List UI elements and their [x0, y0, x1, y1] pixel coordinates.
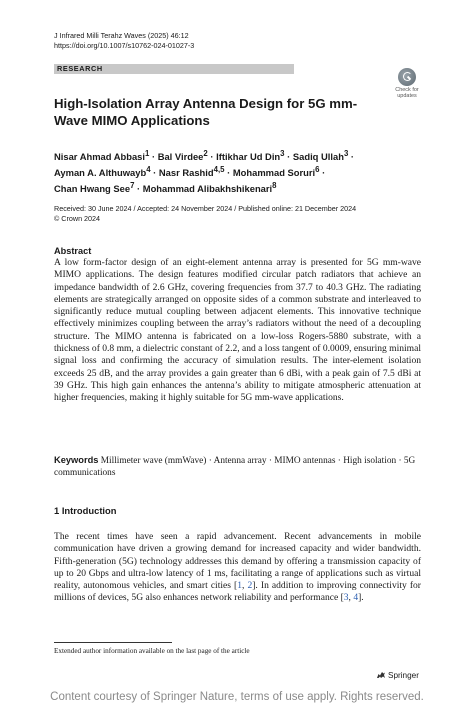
citation-link[interactable]: 4 — [353, 592, 359, 604]
check-updates-icon — [398, 68, 416, 86]
badge-line-1: Check for — [395, 87, 419, 93]
article-title: High-Isolation Array Antenna Design for 5G mm-Wave MIMO Applications — [54, 96, 358, 128]
author: Sadiq Ullah$^3$ · — [292, 149, 355, 163]
abstract-text: A low form-factor design of an eight-element antenna array is presented for 5G mm-wave MIMO applications. The design features modified circular patch radiators that achieve an impedance bandwidth of 2.6 GHz, covering frequencies from 37.7 to 40.3 GHz. The radiating elements are strategically arranged on opposite sides of a common substrate and interleaved to significantly reduce mutual coupling between adjacent elements. This innovative technique effectively minimizes coupling between the array’s radiators without the need of a decoupling structure. The MIMO antenna is fabricated on a low-loss Rogers-5880 substrate, with a thickness of 0.8 mm, a dielectric constant of 2.2, and a loss tangent of 0.0009, ensuring minimal signal loss and confirming the accuracy of simulation results. The inter-element isolation exceeds 25 dB, and the array provides a gain greater than 6 dBi, with a peak gain of 7.5 dBi at 39 GHz. This high gain enhances the antenna’s ability to mitigate atmospheric attenuation at higher frequencies, making it highly suitable for 5G mm-wave applications. — [54, 257, 421, 404]
introduction-text: The recent times have seen a rapid advancement. Recent advancements in mobile communication have driven a growing demand for increased capacity and wider bandwidth. Fifth-generation (5G) technology addresses this demand by offering a transmission capacity of up to 20 Gbps and ultra-low latency of 1 ms, facilitating a range of applications such as virtual reality, autonomous vehicles, and smart cities [1, 2]. In addition to improving connectivity for millions of devices, 5G also enhances network reliability and performance [3, 4]. — [54, 531, 421, 604]
springer-horse-icon — [376, 671, 386, 679]
publisher-name: Springer — [388, 671, 419, 680]
check-for-updates-badge[interactable] — [390, 68, 424, 102]
doi-link[interactable]: https://doi.org/10.1007/s10762-024-01027-3 — [54, 41, 195, 50]
author: Ayman A. Althuwayb$^4$ · — [54, 165, 159, 179]
courtesy-notice: Content courtesy of Springer Nature, terms of use apply. Rights reserved. — [50, 691, 424, 703]
author: Mohammad Alibakhshikenari$^8$ — [142, 181, 277, 195]
citation-link[interactable]: 1 — [237, 580, 242, 592]
author: Nisar Ahmad Abbasi$^1$ · — [54, 149, 158, 163]
section-bar — [54, 64, 294, 74]
badge-line-2: updates — [397, 93, 417, 99]
copyright: © Crown 2024 — [54, 214, 101, 223]
keywords-list: Millimeter wave (mmWave) · Antenna array · MIMO antennas · High isolation · 5G communications — [54, 456, 416, 479]
section-label: RESEARCH — [57, 64, 103, 73]
footnote-divider — [54, 642, 172, 643]
publication-dates — [54, 204, 356, 224]
keywords — [54, 454, 421, 480]
journal-volume: J Infrared Milli Terahz Waves (2025) 46:12 — [54, 31, 189, 40]
author-list — [54, 147, 384, 195]
publisher-mark — [376, 671, 419, 681]
citation-link[interactable]: 3 — [343, 592, 349, 604]
author: Nasr Rashid$^{4,5}$ · — [158, 165, 233, 179]
author: Bal Virdee$^2$ · — [157, 149, 217, 163]
journal-citation — [54, 31, 194, 51]
author: Mohammad Soruri$^6$ · — [232, 165, 326, 179]
author: Chan Hwang See$^7$ · — [54, 181, 143, 195]
abstract-heading: Abstract — [54, 246, 92, 256]
history-dates: Received: 30 June 2024 / Accepted: 24 November 2024 / Published online: 21 December 2024 — [54, 204, 357, 213]
author: Iftikhar Ud Din$^3$ · — [216, 149, 293, 163]
footnote: Extended author information available on the last page of the article — [54, 647, 250, 655]
citation-link[interactable]: 2 — [247, 580, 253, 592]
section-heading-introduction: 1 Introduction — [54, 505, 117, 516]
keywords-label: Keywords — [54, 455, 99, 465]
